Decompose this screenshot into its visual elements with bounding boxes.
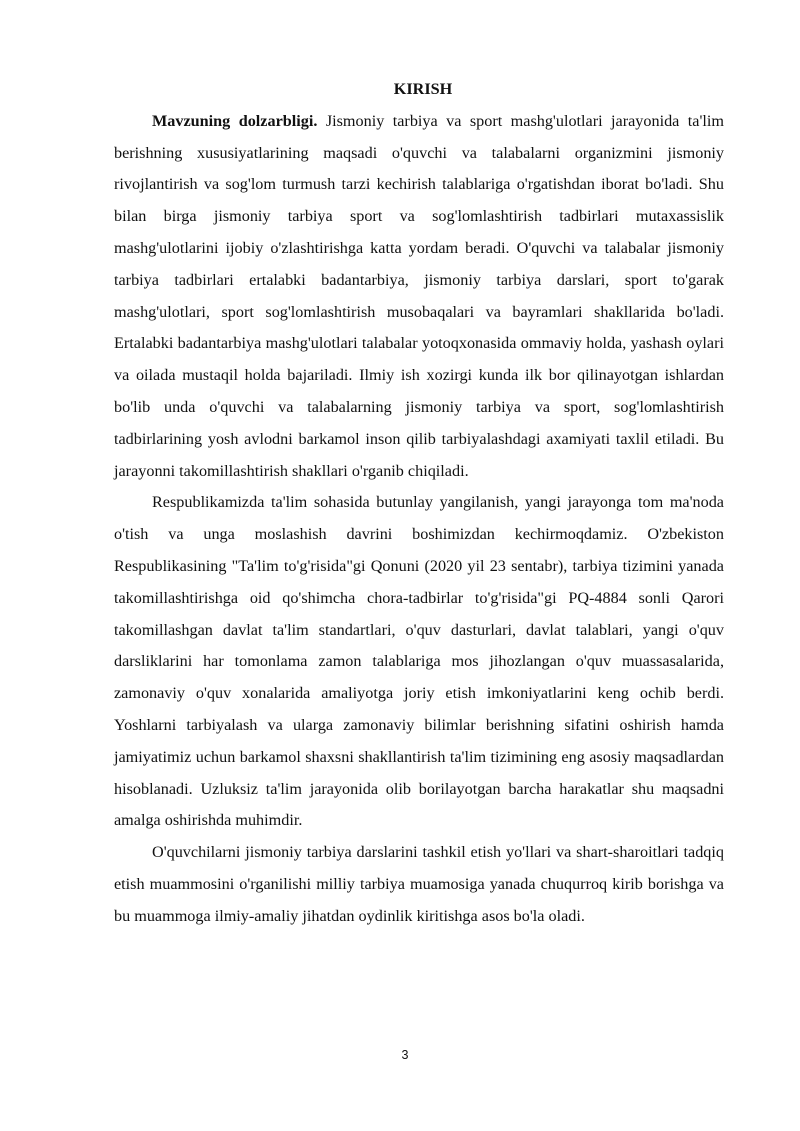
paragraph-text: Jismoniy tarbiya va sport mashg'ulotlari jarayonida ta'lim berishning xususiyatlarining maqsadi o'quvchi va talabalarni organizmini jismoniy rivojlantirish va sog'lom turmush tarzi kechirish talablariga o'rgatishdan iborat bo'ladi. Shu bilan birga jismoniy tarbiya sport va sog'lomlashtirish tadbirlari mutaxassislik mashg'ulotlarini ijobiy o'zlashtirishga katta yordam beradi. O'quvchi va talabalar jismoniy tarbiya tadbirlari ertalabki badantarbiya, jismoniy tarbiya darslari, sport to'garak mashg'ulotlari, sport sog'lomlashtirish musobaqalari va bayramlari shakllarida bo'ladi. Ertalabki badantarbiya mashg'ulotlari talabalar yotoqxonasida ommaviy holda, yashash oylari va oilada mustaqil holda bajariladi. Ilmiy ish xozirgi kunda ilk bor qilinayotgan ishlardan bo'lib unda o'quvchi va talabalarning jismoniy tarbiya va sport, sog'lomlashtirish tadbirlarining yosh avlodni barkamol inson qilib tarbiyalashdagi axamiyati taxlil etiladi. Bu jarayonni takomillashtirish shakllari o'rganib chiqiladi. — [114, 111, 724, 480]
paragraph-reform: Respublikamizda ta'lim sohasida butunlay yangilanish, yangi jarayonga tom ma'noda o'tish va unga moslashish davrini boshimizdan kechirmoqdamiz. O'zbekiston Respublikasining "Ta'lim to'g'risida"gi Qonuni (2020 yil 23 sentabr), tarbiya tizimini yanada takomillashtirishga oid qo'shimcha chora-tadbirlar to'g'risida"gi PQ-4884 sonli Qarori takomillashgan davlat ta'lim standartlari, o'quv dasturlari, davlat talablari, yangi o'quv darsliklarini har tomonlama zamon talablariga mos jihozlangan o'quv muassasalarida, zamonaviy o'quv xonalarida amaliyotga joriy etish imkoniyatlarini keng ochib berdi. Yoshlarni tarbiyalash va ularga zamonaviy bilimlar berishning sifatini oshirish hamda jamiyatimiz uchun barkamol shaxsni shakllantirish ta'lim tizimining eng asosiy maqsadlardan hisoblanadi. Uzluksiz ta'lim jarayonida olib borilayotgan barcha harakatlar shu maqsadni amalga oshirishda muhimdir. — [114, 493, 724, 830]
section-title: KIRISH — [393, 80, 453, 98]
paragraph-relevance — [114, 106, 724, 488]
paragraph-research: O'quvchilarni jismoniy tarbiya darslarini tashkil etish yo'llari va shart-sharoitlari tadqiq etish muammosini o'rganilishi milliy tarbiya muamosiga yanada chuqurroq kirib borishga va bu muammoga ilmiy-amaliy jihatdan oydinlik kiritishga asos bo'la oladi. — [114, 843, 724, 925]
page-content — [114, 74, 724, 933]
paragraph-lead: Mavzuning dolzarbligi. — [152, 111, 318, 130]
page-number: 3 — [401, 1048, 409, 1062]
